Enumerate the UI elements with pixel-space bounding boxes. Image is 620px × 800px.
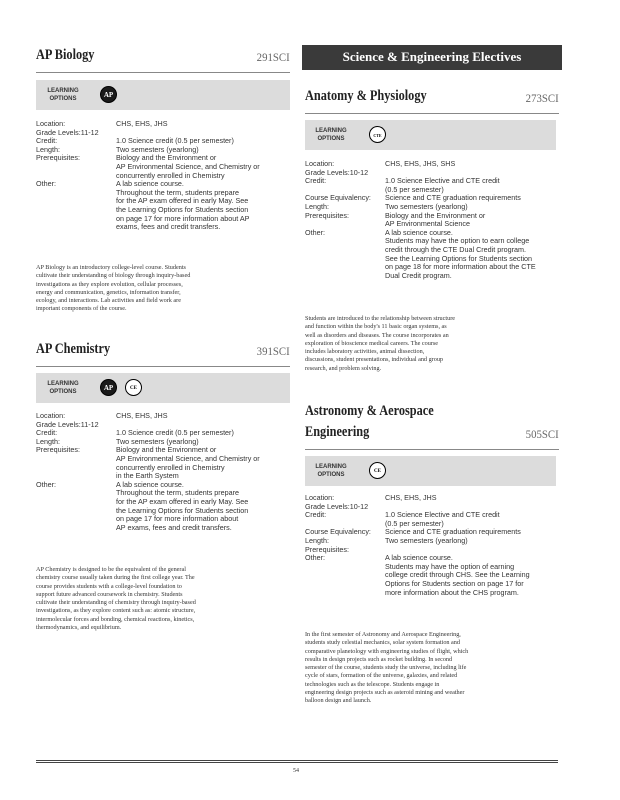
info-label: Grade Levels:11-12 — [36, 419, 99, 429]
info-label: Other: — [305, 227, 325, 237]
title-rule — [305, 113, 559, 114]
info-value: Biology and the Environment or AP Environmental Science, and Chemistry or concurrently enrolled in Chemistry — [116, 153, 260, 180]
info-row — [305, 177, 559, 194]
info-label: Prerequisites: — [305, 210, 349, 220]
info-label: Location: — [36, 119, 66, 128]
info-label: Location: — [305, 159, 335, 168]
info-value: A lab science course. Students may have the option to earn college credit through the CTE Dual Credit program. See the Learning Options for Students section on page 18 for more information about the CTE Dual Credit program. — [385, 227, 536, 280]
info-value: 1.0 Science Elective and CTE credit (0.5 per semester) — [385, 176, 500, 194]
info-label: Length: — [305, 201, 329, 211]
info-label: Grade Levels:10-12 — [305, 501, 369, 511]
course-code-anatomy-physiology: 273SCI — [525, 91, 559, 105]
course-code-ap-chemistry: 391SCI — [256, 344, 290, 358]
course-code-ap-biology: 291SCI — [256, 50, 290, 64]
learning-options-label: LEARNING OPTIONS — [315, 128, 347, 142]
title-rule — [305, 449, 559, 450]
course-info-anatomy-physiology — [305, 160, 559, 280]
info-label: Other: — [36, 179, 56, 189]
info-label: Prerequisites: — [36, 153, 80, 163]
info-row — [36, 481, 290, 533]
learning-options-box — [36, 373, 290, 403]
info-row — [36, 154, 290, 180]
info-value: CHS, EHS, JHS, SHS — [385, 159, 456, 168]
info-value: A lab science course. Students may have the option of earning college credit through CHS. See the Learning Options for Students section on page 17 for more information about the CHS program. — [385, 553, 530, 597]
info-label: Grade Levels:11-12 — [36, 127, 99, 137]
ap-badge-icon: AP — [100, 379, 117, 396]
info-row — [305, 229, 559, 281]
info-value: Two semesters (yearlong) — [385, 535, 468, 545]
course-title-ap-chemistry: AP Chemistry — [36, 341, 111, 357]
info-value: 1.0 Science credit (0.5 per semester) — [116, 428, 234, 438]
title-rule — [36, 72, 290, 73]
info-label: Prerequisites: — [305, 544, 349, 554]
ce-badge-icon: CE — [125, 379, 142, 396]
info-label: Length: — [36, 436, 60, 446]
course-info-ap-chemistry — [36, 412, 290, 532]
course-code-astronomy: 505SCI — [525, 427, 559, 441]
info-label: Credit: — [305, 176, 327, 186]
cte-badge-icon: CTE — [369, 126, 386, 143]
ce-badge-icon: CE — [369, 462, 386, 479]
info-label: Course Equivalency: — [305, 527, 371, 537]
info-label: Grade Levels:10-12 — [305, 167, 369, 177]
info-value: Two semesters (yearlong) — [116, 436, 199, 446]
info-value: Science and CTE graduation requirements — [385, 527, 521, 537]
course-description-anatomy-physiology: Students are introduced to the relationship between structure and function within the body's 11 basic organ systems, as well as disorders and diseases. The course incorporates an exploration of bioscience medical careers. The course includes laboratory activities, animal dissection, discussions, student presentations, individual and group research, and problem solving. — [305, 315, 456, 372]
learning-options-label: LEARNING OPTIONS — [47, 88, 79, 102]
course-title-astronomy: Astronomy & Aerospace — [305, 403, 434, 419]
footer-rule-top — [36, 760, 558, 761]
ap-badge-icon: AP — [100, 86, 117, 103]
info-label: Location: — [305, 493, 335, 502]
info-value: Science and CTE graduation requirements — [385, 193, 521, 203]
course-title-anatomy-physiology: Anatomy & Physiology — [305, 88, 427, 104]
info-label: Other: — [36, 479, 56, 489]
info-row — [36, 180, 290, 232]
footer-rule-bottom — [36, 762, 558, 763]
learning-options-box — [36, 80, 290, 110]
info-label: Credit: — [36, 136, 58, 146]
course-title-ap-biology: AP Biology — [36, 47, 95, 63]
course-info-astronomy — [305, 494, 559, 597]
learning-options-label: LEARNING OPTIONS — [47, 381, 79, 395]
info-value: 1.0 Science credit (0.5 per semester) — [116, 136, 234, 146]
info-label: Prerequisites: — [36, 445, 80, 455]
info-value: Biology and the Environment or AP Environmental Science — [385, 210, 486, 229]
info-value: A lab science course. Throughout the term, students prepare for the AP exam offered in early May. See the Learning Options for Students section on page 17 for more information about AP exams, fees and credit transfers. — [116, 179, 250, 232]
page-number: 54 — [293, 768, 299, 774]
learning-options-box — [305, 120, 556, 150]
info-value: CHS, EHS, JHS — [116, 119, 168, 128]
info-label: Credit: — [36, 428, 58, 438]
course-description-ap-chemistry: AP Chemistry is designed to be the equivalent of the general chemistry course usually taken during the first college year. The course provides students with a college-level foundation to support future advanced coursework in chemistry. Students cultivate their understanding of chemistry through inquiry-based investigations, as they explore content such as: atomic structure, intermolecular forces and bonding, chemical reactions, kinetics, thermodynamics, and equilibrium. — [36, 566, 196, 632]
info-value: CHS, EHS, JHS — [385, 493, 437, 502]
section-banner: Science & Engineering Electives — [302, 45, 562, 70]
course-description-astronomy: In the first semester of Astronomy and Aerospace Engineering, students study celestial mechanics, solar system formation and comparative planetology with engineering studies of flight, which results in design projects such as rocket building. In second semester of the course, students study the universe, including life cycle of stars, formation of the universe, galaxies, and related technologies such as the telescope. Students engage in engineering design projects such as asteroid mining and weather balloon design and launch. — [305, 631, 469, 705]
info-value: Two semesters (yearlong) — [385, 201, 468, 211]
info-value: A lab science course. Throughout the term, students prepare for the AP exam offered in early May. See the Learning Options for Students section on page 17 for more information about AP exams, fees and credit transfers. — [116, 479, 249, 532]
info-label: Course Equivalency: — [305, 193, 371, 203]
info-value: Biology and the Environment or AP Environmental Science, and Chemistry or concurrently enrolled in Chemistry in the Earth System — [116, 445, 260, 481]
info-row — [36, 446, 290, 480]
info-value: 1.0 Science Elective and CTE credit (0.5 per semester) — [385, 510, 500, 528]
title-rule — [36, 366, 290, 367]
info-value: Two semesters (yearlong) — [116, 144, 199, 154]
info-label: Location: — [36, 411, 66, 420]
learning-options-box — [305, 456, 556, 486]
info-row — [305, 554, 559, 597]
learning-options-label: LEARNING OPTIONS — [315, 464, 347, 478]
info-label: Credit: — [305, 510, 327, 520]
info-value: CHS, EHS, JHS — [116, 411, 168, 420]
info-label: Length: — [305, 535, 329, 545]
course-title-astronomy-line2: Engineering — [305, 424, 370, 440]
course-info-ap-biology — [36, 120, 290, 232]
info-label: Length: — [36, 144, 60, 154]
course-description-ap-biology: AP Biology is an introductory college-level course. Students cultivate their understanding of biology through inquiry-based investigations as they explore evolution, cellular processes, energy and communication, genetics, information transfer, ecology, and interactions. Lab activities and field work are important components of the course. — [36, 264, 191, 313]
info-label: Other: — [305, 553, 325, 563]
info-row — [305, 511, 559, 528]
info-row — [305, 212, 559, 229]
